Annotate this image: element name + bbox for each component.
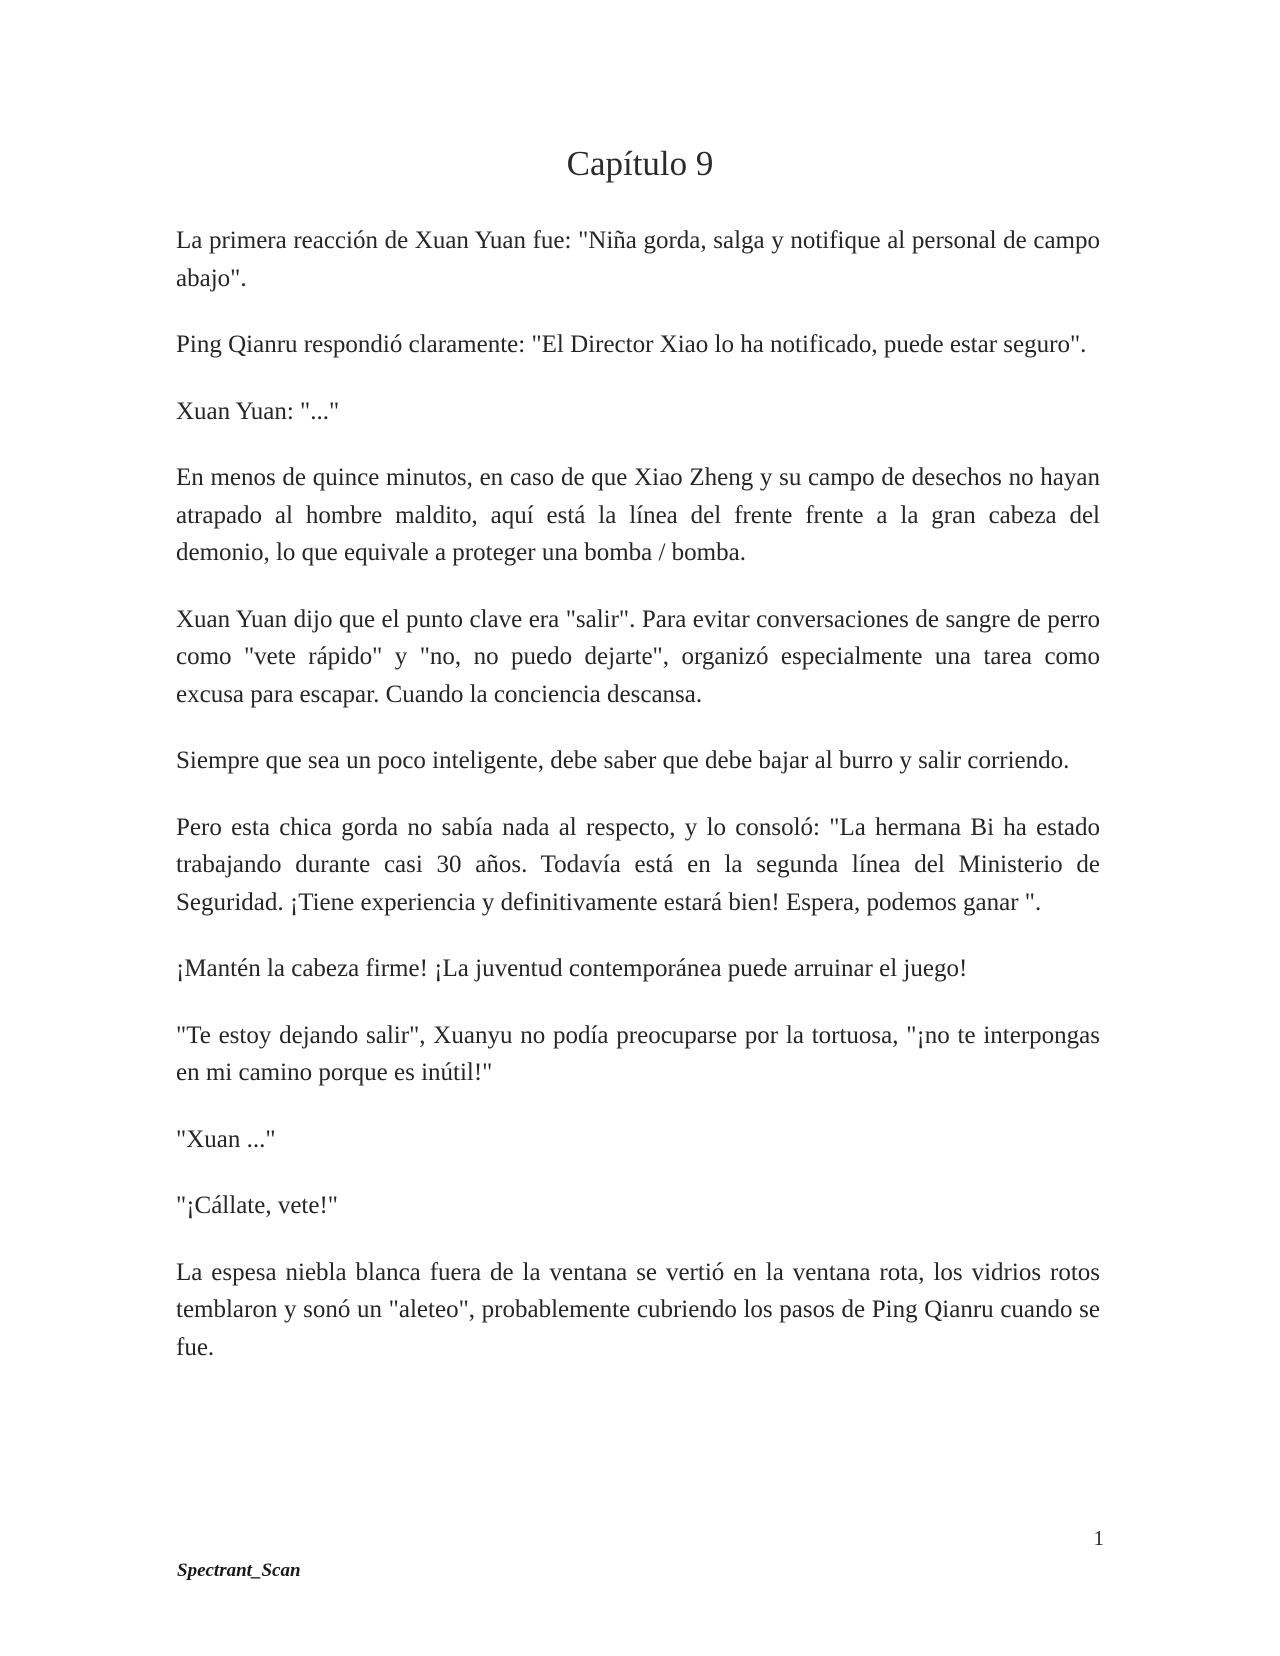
paragraph: En menos de quince minutos, en caso de que Xiao Zheng y su campo de desechos no hayan atrapado al hombre maldito, aquí está la línea del frente frente a la gran cabeza del demonio, lo que equivale a proteger una bomba / bomba. — [176, 464, 1100, 566]
paragraph: Ping Qianru respondió claramente: "El Director Xiao lo ha notificado, puede estar seguro". — [176, 331, 1087, 358]
paragraph: La espesa niebla blanca fuera de la ventana se vertió en la ventana rota, los vidrios rotos temblaron y sonó un "aleteo", probablemente cubriendo los pasos de Ping Qianru cuando se fue. — [176, 1258, 1100, 1361]
page-number: 1 — [1093, 1526, 1104, 1550]
paragraph: ¡Mantén la cabeza firme! ¡La juventud contemporánea puede arruinar el juego! — [176, 955, 968, 982]
paragraph: "Xuan ..." — [176, 1125, 276, 1153]
scan-credit: Spectrant_Scan — [177, 1560, 301, 1581]
paragraph: "¡Cállate, vete!" — [176, 1192, 338, 1219]
chapter-title: Capítulo 9 — [566, 144, 714, 183]
paragraph: Xuan Yuan dijo que el punto clave era "salir". Para evitar conversaciones de sangre de perro como "vete rápido" y "no, no puedo dejarte", organizó especialmente una tarea como excusa para escapar. Cuando la conciencia descansa. — [176, 605, 1100, 708]
chapter-body — [176, 222, 1100, 1395]
paragraph: Siempre que sea un poco inteligente, debe saber que debe bajar al burro y salir corriendo. — [176, 747, 1070, 774]
paragraph: La primera reacción de Xuan Yuan fue: "Niña gorda, salga y notifique al personal de campo abajo". — [176, 227, 1100, 292]
paragraph: Xuan Yuan: "..." — [176, 397, 340, 425]
paragraph: Pero esta chica gorda no sabía nada al respecto, y lo consoló: "La hermana Bi ha estado trabajando durante casi 30 años. Todavía está en la segunda línea del Ministerio de Seguridad. ¡Tiene experiencia y definitivamente estará bien! Espera, podemos ganar ". — [176, 813, 1100, 916]
paragraph: "Te estoy dejando salir", Xuanyu no podía preocuparse por la tortuosa, "¡no te interpongas en mi camino porque es inútil!" — [176, 1021, 1100, 1086]
